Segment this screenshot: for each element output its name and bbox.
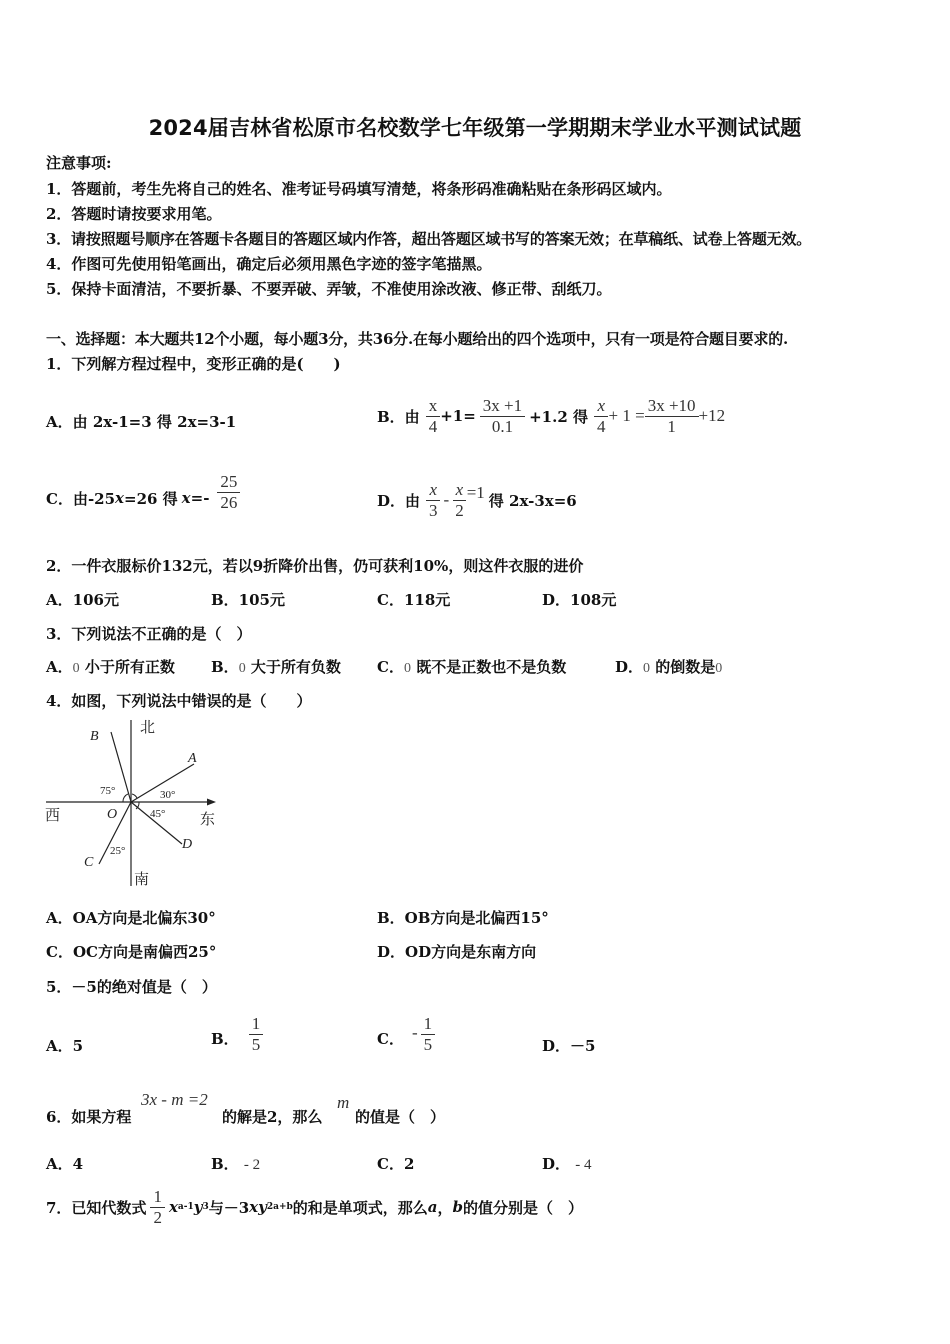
label-angle-30: 30°: [160, 789, 176, 801]
notice-item: 4．作图可先使用铅笔画出，确定后必须用黑色字迹的签字笔描黑。: [46, 255, 492, 273]
notice-item: 2．答题时请按要求用笔。: [46, 205, 222, 223]
notice-item: 1．答题前，考生先将自己的姓名、准考证号码填写清楚，将条形码准确粘贴在条形码区域内。: [46, 180, 672, 198]
label-north: 北: [140, 720, 156, 736]
q3-option-c: C．0 既不是正数也不是负数: [377, 658, 567, 676]
angle-arc: [132, 794, 137, 798]
q2-option-a: A．106元: [46, 591, 119, 609]
q2-option-d: D．108元: [542, 591, 617, 609]
label-c: C: [84, 855, 94, 870]
q6-option-b: B． - 2: [211, 1155, 261, 1173]
label-angle-75: 75°: [100, 785, 116, 797]
section-heading: 一、选择题：本大题共12个小题，每小题3分，共36分.在每小题给出的四个选项中，只有一项是符合题目要求的.: [46, 330, 789, 348]
q6-stem-post: 的值是（ ）: [355, 1108, 446, 1126]
q6-option-d: D． - 4: [542, 1155, 592, 1173]
q3-option-a: A．0 小于所有正数: [46, 658, 175, 676]
page-title: 2024届吉林省松原市名校数学七年级第一学期期末学业水平测试试题: [148, 116, 802, 140]
q1-stem: 1．下列解方程过程中，变形正确的是( ): [46, 355, 341, 373]
q5-stem: 5．－5的绝对值是（ ）: [46, 978, 217, 996]
label-east: 东: [200, 812, 216, 828]
q5-option-c: C． - $\frac{1}{5}$: [377, 1008, 435, 1068]
q6-equation: 3x - m =2: [141, 1090, 208, 1109]
q6-stem: 6．如果方程: [46, 1108, 132, 1126]
q7-stem: 7．已知代数式 $\frac{1}{2}$ x a-1 y 3 与－3 xy 2a+b 的和是单项式，那么 a ， b 的值分别是（ ）: [46, 1186, 584, 1227]
q5-option-b: B． $\frac{1}{5}$: [211, 1008, 263, 1068]
q6-m: m: [337, 1093, 350, 1112]
east-arrow-icon: [207, 799, 216, 806]
notice-heading: 注意事项:: [46, 154, 112, 172]
q4-option-a: A．OA方向是北偏东30°: [46, 909, 216, 927]
q1-option-d: D．由 $\frac{x}{3}$ - $\frac{x}{2}$ =1 得 2x-3x=6: [377, 479, 577, 520]
label-o: O: [107, 807, 118, 822]
compass-diagram: [44, 716, 224, 888]
q1-option-b: B．由 $\frac{x}{4}$ +1= $\frac{3x +1}{0.1}$ +1.2 得 $\frac{x}{4}$ + 1 = $\frac{3x +10}{1}$ +12: [377, 395, 726, 436]
q6-option-c: C．2: [377, 1155, 415, 1173]
label-angle-45: 45°: [150, 808, 166, 820]
q6-stem-mid: 的解是2，那么: [222, 1108, 323, 1126]
q3-option-d: D．0 的倒数是0: [615, 658, 723, 676]
label-angle-25: 25°: [110, 845, 126, 857]
label-south: 南: [134, 872, 150, 888]
q4-stem: 4．如图，下列说法中错误的是（ ）: [46, 692, 312, 710]
notice-item: 5．保持卡面清洁，不要折暴、不要弄破、弄皱，不准使用涂改液、修正带、刮纸刀。: [46, 280, 612, 298]
q3-stem: 3．下列说法不正确的是（ ）: [46, 625, 252, 643]
q1-option-a: A．由 2x-1=3 得 2x=3-1: [46, 413, 237, 431]
q2-stem: 2．一件衣服标价132元，若以9折降价出售，仍可获利10%，则这件衣服的进价: [46, 557, 584, 575]
label-b: B: [90, 729, 99, 744]
label-a: A: [188, 751, 197, 766]
q4-option-c: C．OC方向是南偏西25°: [46, 943, 217, 961]
q2-option-c: C．118元: [377, 591, 451, 609]
q6-option-a: A．4: [46, 1155, 84, 1173]
notice-item: 3．请按照题号顺序在答题卡各题目的答题区域内作答，超出答题区域书写的答案无效；在草稿纸、试卷上答题无效。: [46, 230, 812, 248]
label-d: D: [182, 837, 193, 852]
q5-option-d: D．－5: [542, 1037, 596, 1055]
q4-option-d: D．OD方向是东南方向: [377, 943, 537, 961]
label-west: 西: [45, 808, 61, 824]
angle-arc: [123, 794, 128, 802]
q5-option-a: A．5: [46, 1037, 84, 1055]
q4-option-b: B．OB方向是北偏西15°: [377, 909, 549, 927]
q2-option-b: B．105元: [211, 591, 285, 609]
q1-option-c: C．由-25 x =26 得 x =- $\frac{25}{26}$: [46, 468, 240, 528]
q3-option-b: B．0 大于所有负数: [211, 658, 341, 676]
